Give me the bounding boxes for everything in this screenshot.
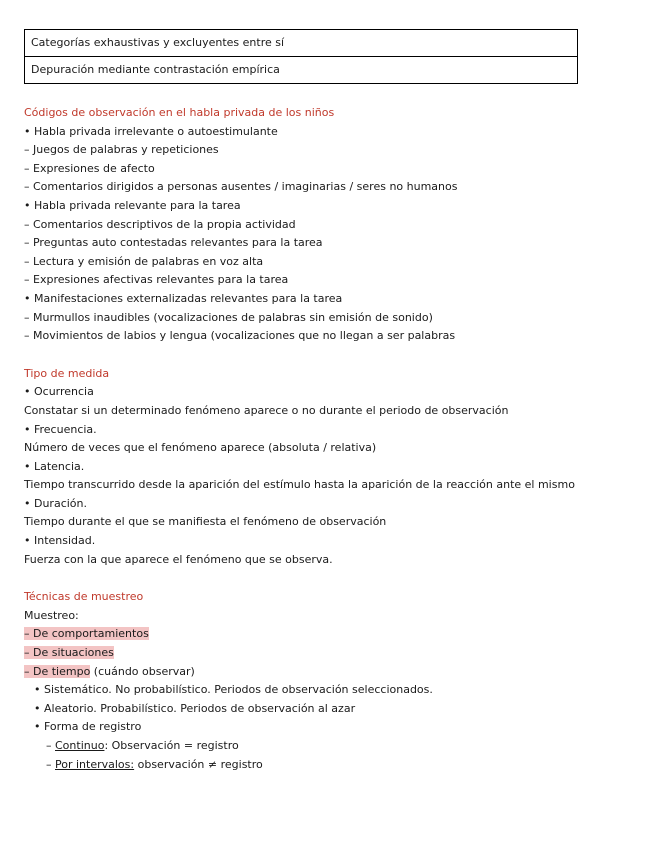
highlighted-text: – De tiempo: [24, 664, 91, 678]
list-item: • Habla privada irrelevante o autoestimulante: [24, 124, 278, 138]
list-item: • Forma de registro: [34, 720, 142, 734]
document-page: [24, 29, 624, 793]
paragraph-line: Tiempo durante el que se manifiesta el fenómeno de observación: [24, 515, 387, 529]
list-item: – Expresiones afectivas relevantes para la tarea: [24, 273, 289, 287]
underlined-term: Por intervalos:: [55, 757, 135, 771]
list-item: – Preguntas auto contestadas relevantes para la tarea: [24, 236, 323, 250]
paragraph-line: Muestreo:: [24, 608, 79, 622]
sampling-section: [24, 588, 624, 774]
categories-table: [24, 29, 578, 84]
list-item: • Intensidad.: [24, 534, 96, 548]
list-item: – Comentarios descriptivos de la propia actividad: [24, 217, 296, 231]
list-item: • Aleatorio. Probabilístico. Periodos de observación al azar: [34, 701, 356, 715]
measure-type-section: [24, 365, 624, 570]
list-item: – Expresiones de afecto: [24, 161, 155, 175]
paragraph-line: Fuerza con la que aparece el fenómeno que se observa.: [24, 552, 333, 566]
table-cell: Depuración mediante contrastación empírica: [25, 57, 578, 84]
list-item: • Frecuencia.: [24, 422, 97, 436]
list-item-text: : Observación = registro: [104, 739, 239, 752]
list-item: – Juegos de palabras y repeticiones: [24, 143, 219, 157]
underlined-term: Continuo: [55, 739, 105, 752]
list-item: • Latencia.: [24, 459, 85, 473]
observation-codes-section: [24, 104, 624, 346]
dash-marker: –: [46, 739, 55, 752]
paragraph-line: Tiempo transcurrido desde la aparición del estímulo hasta la aparición de la reacción ante el mismo: [24, 478, 575, 492]
highlighted-text: – De comportamientos: [24, 627, 149, 641]
table-row: [25, 57, 578, 84]
list-item-note: (cuándo observar): [90, 664, 195, 678]
list-item: – Movimientos de labios y lengua (vocalizaciones que no llegan a ser palabras: [24, 329, 456, 343]
list-item: [24, 625, 624, 644]
list-item: – Murmullos inaudibles (vocalizaciones de palabras sin emisión de sonido): [24, 310, 433, 324]
paragraph-line: Número de veces que el fenómeno aparece (absoluta / relativa): [24, 441, 377, 455]
list-item: – Lectura y emisión de palabras en voz alta: [24, 254, 264, 268]
list-item: [24, 663, 624, 682]
list-item: [24, 644, 624, 663]
list-item: [24, 756, 624, 775]
section-heading: Tipo de medida: [24, 366, 110, 380]
paragraph-line: Constatar si un determinado fenómeno aparece o no durante el periodo de observación: [24, 403, 509, 417]
list-item: • Sistemático. No probabilístico. Periodos de observación seleccionados.: [34, 683, 433, 697]
list-item: • Ocurrencia: [24, 385, 94, 399]
list-item: [24, 737, 624, 756]
dash-marker: –: [46, 757, 55, 771]
section-heading: Códigos de observación en el habla privada de los niños: [24, 106, 335, 119]
list-item: • Manifestaciones externalizadas relevantes para la tarea: [24, 291, 343, 305]
list-item: – Comentarios dirigidos a personas ausentes / imaginarias / seres no humanos: [24, 180, 458, 194]
list-item-text: observación ≠ registro: [134, 757, 263, 771]
table-row: [25, 30, 578, 57]
section-heading: Técnicas de muestreo: [24, 590, 144, 604]
highlighted-text: – De situaciones: [24, 646, 114, 660]
list-item: • Habla privada relevante para la tarea: [24, 198, 241, 212]
table-cell: Categorías exhaustivas y excluyentes entre sí: [25, 30, 578, 57]
list-item: • Duración.: [24, 496, 87, 510]
